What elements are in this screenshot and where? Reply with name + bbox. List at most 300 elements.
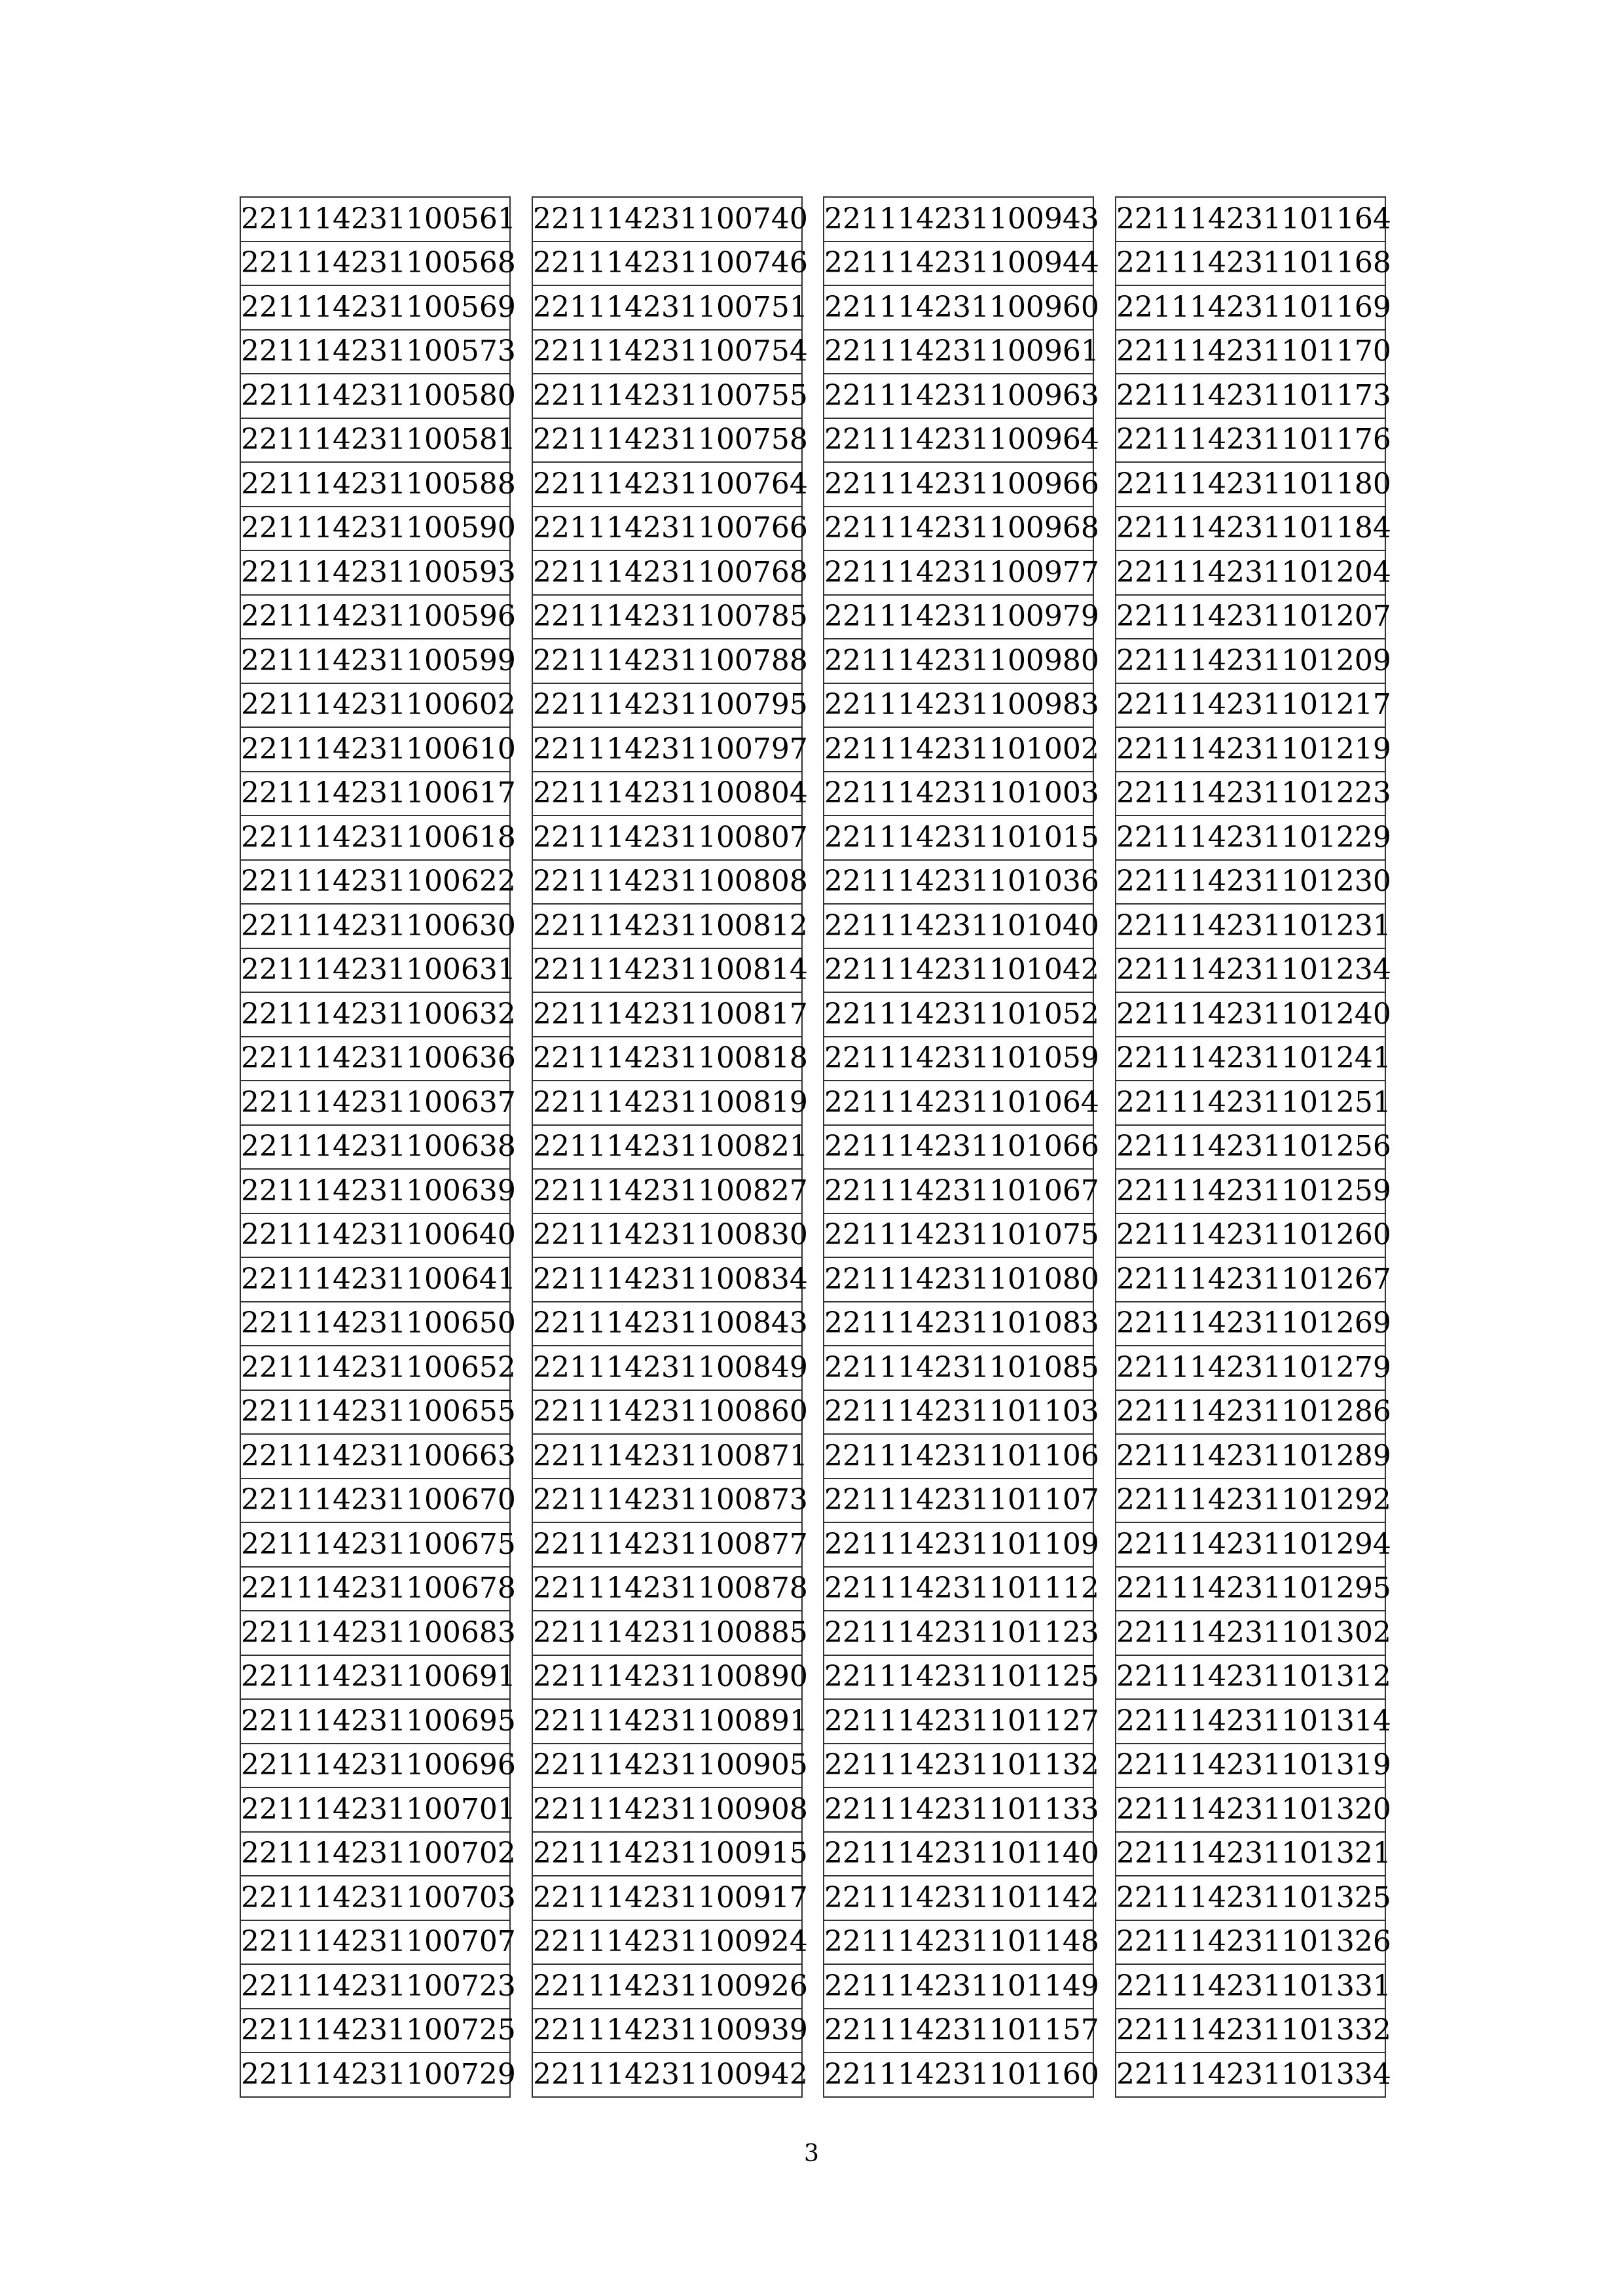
id-cell: 221114231100964: [824, 418, 1093, 463]
id-cell: 221114231100631: [240, 948, 510, 993]
id-cell: 221114231101059: [824, 1037, 1093, 1081]
id-cell: 221114231100622: [240, 860, 510, 905]
id-cell: 221114231101169: [1116, 285, 1385, 330]
id-cell: 221114231100758: [532, 418, 802, 463]
id-cell: 221114231101160: [824, 2053, 1093, 2097]
table-row: [824, 1169, 1093, 1213]
table-row: [824, 639, 1093, 683]
table-row: [532, 595, 802, 639]
table-row: [240, 1169, 510, 1213]
table-row: [824, 374, 1093, 418]
table-row: [240, 904, 510, 948]
table-row: [824, 1257, 1093, 1302]
table-row: [824, 330, 1093, 374]
id-cell: 221114231100630: [240, 904, 510, 948]
table-row: [1116, 860, 1385, 905]
table-row: [240, 1213, 510, 1258]
table-row: [240, 1390, 510, 1435]
table-row: [240, 1744, 510, 1788]
table-row: [240, 992, 510, 1037]
table-row: [240, 1567, 510, 1611]
id-cell: 221114231101334: [1116, 2053, 1385, 2097]
id-cell: 221114231101207: [1116, 595, 1385, 639]
table-row: [1116, 595, 1385, 639]
id-cell: 221114231101064: [824, 1081, 1093, 1125]
id-cell: 221114231100926: [532, 1964, 802, 2009]
table-row: [240, 639, 510, 683]
id-cell: 221114231101164: [1116, 197, 1385, 242]
id-cell: 221114231100877: [532, 1522, 802, 1567]
table-row: [824, 772, 1093, 816]
id-cell: 221114231101015: [824, 816, 1093, 860]
table-row: [532, 1920, 802, 1965]
id-cell: 221114231100812: [532, 904, 802, 948]
table-row: [824, 1302, 1093, 1346]
id-cell: 221114231100885: [532, 1611, 802, 1655]
id-cell: 221114231100703: [240, 1876, 510, 1920]
table-row: [240, 860, 510, 905]
table-row: [240, 242, 510, 286]
table-row: [532, 1964, 802, 2009]
id-cell: 221114231100639: [240, 1169, 510, 1213]
id-cell: 221114231100670: [240, 1479, 510, 1523]
table-row: [1116, 639, 1385, 683]
id-cell: 221114231100797: [532, 727, 802, 772]
id-cell: 221114231101173: [1116, 374, 1385, 418]
id-cell: 221114231100807: [532, 816, 802, 860]
id-table-column-4: [1115, 196, 1391, 2098]
table-row: [824, 1876, 1093, 1920]
id-cell: 221114231100878: [532, 1567, 802, 1611]
table-row: [240, 1964, 510, 2009]
table-row: [824, 860, 1093, 905]
id-cell: 221114231100569: [240, 285, 510, 330]
table-row: [532, 374, 802, 418]
table-row: [532, 1434, 802, 1479]
id-cell: 221114231101123: [824, 1611, 1093, 1655]
table-row: [824, 507, 1093, 551]
id-cell: 221114231100830: [532, 1213, 802, 1258]
table-row: [532, 242, 802, 286]
table-row: [1116, 772, 1385, 816]
table-row: [240, 1611, 510, 1655]
id-cell: 221114231100764: [532, 462, 802, 507]
id-cell: 221114231100751: [532, 285, 802, 330]
table-row: [240, 2053, 510, 2097]
table-row: [532, 1081, 802, 1125]
id-cell: 221114231100961: [824, 330, 1093, 374]
table-row: [824, 1346, 1093, 1390]
table-row: [532, 1787, 802, 1832]
table-row: [532, 860, 802, 905]
table-row: [1116, 1479, 1385, 1523]
table-row: [240, 1522, 510, 1567]
id-cell: 221114231101260: [1116, 1213, 1385, 1258]
table-row: [1116, 1876, 1385, 1920]
id-cell: 221114231100834: [532, 1257, 802, 1302]
id-cell: 221114231101112: [824, 1567, 1093, 1611]
table-row: [824, 1567, 1093, 1611]
id-cell: 221114231101292: [1116, 1479, 1385, 1523]
table-row: [532, 1832, 802, 1876]
table-row: [1116, 1920, 1385, 1965]
table-row: [240, 197, 510, 242]
id-cell: 221114231100746: [532, 242, 802, 286]
table-row: [824, 1125, 1093, 1170]
table-row: [1116, 2009, 1385, 2053]
table-row: [240, 1832, 510, 1876]
id-cell: 221114231100905: [532, 1744, 802, 1788]
id-cell: 221114231100573: [240, 330, 510, 374]
table-row: [240, 1434, 510, 1479]
id-cell: 221114231100568: [240, 242, 510, 286]
table-row: [532, 992, 802, 1037]
id-cell: 221114231101180: [1116, 462, 1385, 507]
table-row: [532, 1479, 802, 1523]
table-row: [532, 772, 802, 816]
id-cell: 221114231100980: [824, 639, 1093, 683]
id-cell: 221114231101168: [1116, 242, 1385, 286]
id-cell: 221114231101170: [1116, 330, 1385, 374]
id-cell: 221114231100968: [824, 507, 1093, 551]
id-cell: 221114231100788: [532, 639, 802, 683]
id-table-column-2: [532, 196, 808, 2098]
id-cell: 221114231100983: [824, 683, 1093, 728]
id-cell: 221114231100641: [240, 1257, 510, 1302]
table-row: [1116, 2053, 1385, 2097]
id-cell: 221114231101326: [1116, 1920, 1385, 1965]
id-cell: 221114231101149: [824, 1964, 1093, 2009]
id-cell: 221114231101085: [824, 1346, 1093, 1390]
table-row: [824, 1964, 1093, 2009]
table-row: [240, 1257, 510, 1302]
id-cell: 221114231101332: [1116, 2009, 1385, 2053]
table-row: [824, 816, 1093, 860]
id-cell: 221114231101219: [1116, 727, 1385, 772]
id-cell: 221114231100819: [532, 1081, 802, 1125]
table-row: [532, 1744, 802, 1788]
id-cell: 221114231101142: [824, 1876, 1093, 1920]
table-row: [1116, 330, 1385, 374]
id-cell: 221114231100873: [532, 1479, 802, 1523]
table-row: [532, 727, 802, 772]
id-cell: 221114231100702: [240, 1832, 510, 1876]
id-cell: 221114231101269: [1116, 1302, 1385, 1346]
id-cell: 221114231101289: [1116, 1434, 1385, 1479]
table-row: [532, 550, 802, 595]
table-row: [1116, 948, 1385, 993]
id-cell: 221114231101321: [1116, 1832, 1385, 1876]
id-cell: 221114231101240: [1116, 992, 1385, 1037]
id-cell: 221114231101241: [1116, 1037, 1385, 1081]
table-row: [532, 1125, 802, 1170]
table-row: [1116, 1655, 1385, 1700]
table-row: [824, 992, 1093, 1037]
id-cell: 221114231101140: [824, 1832, 1093, 1876]
table-row: [1116, 1522, 1385, 1567]
id-cell: 221114231100755: [532, 374, 802, 418]
table-row: [1116, 904, 1385, 948]
table-row: [1116, 683, 1385, 728]
table-row: [824, 1832, 1093, 1876]
id-cell: 221114231101103: [824, 1390, 1093, 1435]
id-cell: 221114231101209: [1116, 639, 1385, 683]
table-row: [1116, 1699, 1385, 1744]
id-cell: 221114231100891: [532, 1699, 802, 1744]
id-cell: 221114231100610: [240, 727, 510, 772]
id-cell: 221114231100943: [824, 197, 1093, 242]
id-cell: 221114231101109: [824, 1522, 1093, 1567]
table-row: [532, 904, 802, 948]
table-row: [824, 1390, 1093, 1435]
id-cell: 221114231100942: [532, 2053, 802, 2097]
id-cell: 221114231100860: [532, 1390, 802, 1435]
id-cell: 221114231101184: [1116, 507, 1385, 551]
id-cell: 221114231100818: [532, 1037, 802, 1081]
id-cell: 221114231100924: [532, 1920, 802, 1965]
id-cell: 221114231100691: [240, 1655, 510, 1700]
id-cell: 221114231101319: [1116, 1744, 1385, 1788]
id-cell: 221114231100695: [240, 1699, 510, 1744]
id-cell: 221114231101066: [824, 1125, 1093, 1170]
table-row: [1116, 1434, 1385, 1479]
table-row: [240, 1920, 510, 1965]
table-row: [532, 1037, 802, 1081]
table-row: [240, 1125, 510, 1170]
table-row: [1116, 285, 1385, 330]
id-cell: 221114231101075: [824, 1213, 1093, 1258]
table-row: [1116, 1390, 1385, 1435]
id-cell: 221114231100890: [532, 1655, 802, 1700]
id-cell: 221114231101133: [824, 1787, 1093, 1832]
table-row: [1116, 1744, 1385, 1788]
id-cell: 221114231100723: [240, 1964, 510, 2009]
id-cell: 221114231100814: [532, 948, 802, 993]
id-cell: 221114231101107: [824, 1479, 1093, 1523]
table-row: [824, 462, 1093, 507]
table-row: [1116, 197, 1385, 242]
table-row: [240, 550, 510, 595]
id-cell: 221114231100766: [532, 507, 802, 551]
table-row: [532, 1522, 802, 1567]
table-row: [532, 1302, 802, 1346]
table-row: [532, 1567, 802, 1611]
table-row: [532, 1611, 802, 1655]
table-row: [1116, 992, 1385, 1037]
table-row: [824, 904, 1093, 948]
table-row: [1116, 1832, 1385, 1876]
id-cell: 221114231100636: [240, 1037, 510, 1081]
table-row: [824, 285, 1093, 330]
id-cell: 221114231101003: [824, 772, 1093, 816]
table-row: [824, 550, 1093, 595]
table-row: [1116, 1213, 1385, 1258]
table-row: [240, 507, 510, 551]
id-cell: 221114231101279: [1116, 1346, 1385, 1390]
id-cell: 221114231100963: [824, 374, 1093, 418]
id-cell: 221114231101002: [824, 727, 1093, 772]
table-row: [240, 285, 510, 330]
table-row: [240, 374, 510, 418]
id-cell: 221114231100740: [532, 197, 802, 242]
id-cell: 221114231101223: [1116, 772, 1385, 816]
table-row: [532, 1169, 802, 1213]
id-cell: 221114231100944: [824, 242, 1093, 286]
table-row: [532, 1876, 802, 1920]
id-table-column-3: [823, 196, 1099, 2098]
id-cell: 221114231101325: [1116, 1876, 1385, 1920]
table-row: [240, 1655, 510, 1700]
id-cell: 221114231101295: [1116, 1567, 1385, 1611]
id-cell: 221114231100655: [240, 1390, 510, 1435]
id-table-column-1: [240, 196, 516, 2098]
id-cell: 221114231101080: [824, 1257, 1093, 1302]
table-row: [1116, 1169, 1385, 1213]
id-cell: 221114231101067: [824, 1169, 1093, 1213]
id-cell: 221114231101176: [1116, 418, 1385, 463]
table-row: [1116, 418, 1385, 463]
id-cell: 221114231100640: [240, 1213, 510, 1258]
table-row: [824, 2009, 1093, 2053]
id-cell: 221114231100871: [532, 1434, 802, 1479]
page-number: 3: [804, 2140, 819, 2167]
id-cell: 221114231100966: [824, 462, 1093, 507]
id-cell: 221114231100602: [240, 683, 510, 728]
id-cell: 221114231100683: [240, 1611, 510, 1655]
id-cell: 221114231101127: [824, 1699, 1093, 1744]
table-row: [824, 1744, 1093, 1788]
table-row: [532, 418, 802, 463]
id-cell: 221114231101294: [1116, 1522, 1385, 1567]
id-cell: 221114231101040: [824, 904, 1093, 948]
id-cell: 221114231100915: [532, 1832, 802, 1876]
table-row: [1116, 727, 1385, 772]
table-row: [532, 2009, 802, 2053]
id-cell: 221114231101106: [824, 1434, 1093, 1479]
table-row: [532, 1257, 802, 1302]
table-row: [240, 816, 510, 860]
id-cell: 221114231101267: [1116, 1257, 1385, 1302]
table-row: [532, 1346, 802, 1390]
id-cell: 221114231101302: [1116, 1611, 1385, 1655]
table-row: [1116, 816, 1385, 860]
id-cell: 221114231100804: [532, 772, 802, 816]
table-row: [240, 683, 510, 728]
id-cell: 221114231100908: [532, 1787, 802, 1832]
table-row: [824, 242, 1093, 286]
table-row: [532, 816, 802, 860]
id-cell: 221114231100599: [240, 639, 510, 683]
table-row: [240, 1699, 510, 1744]
id-cell: 221114231100618: [240, 816, 510, 860]
id-cell: 221114231100675: [240, 1522, 510, 1567]
table-row: [1116, 462, 1385, 507]
table-row: [824, 595, 1093, 639]
id-cell: 221114231101229: [1116, 816, 1385, 860]
table-row: [240, 727, 510, 772]
id-cell: 221114231101148: [824, 1920, 1093, 1965]
table-row: [824, 1434, 1093, 1479]
id-cell: 221114231100808: [532, 860, 802, 905]
table-row: [824, 1213, 1093, 1258]
table-row: [240, 418, 510, 463]
id-cell: 221114231100939: [532, 2009, 802, 2053]
id-cell: 221114231100596: [240, 595, 510, 639]
table-row: [532, 197, 802, 242]
id-cell: 221114231101204: [1116, 550, 1385, 595]
id-cell: 221114231100977: [824, 550, 1093, 595]
table-row: [1116, 1787, 1385, 1832]
table-row: [532, 330, 802, 374]
id-cell: 221114231100827: [532, 1169, 802, 1213]
table-row: [532, 507, 802, 551]
id-cell: 221114231100580: [240, 374, 510, 418]
table-row: [824, 1522, 1093, 1567]
id-cell: 221114231100729: [240, 2053, 510, 2097]
table-row: [240, 2009, 510, 2053]
table-row: [240, 462, 510, 507]
table-row: [240, 1302, 510, 1346]
table-row: [1116, 1081, 1385, 1125]
table-row: [1116, 1037, 1385, 1081]
id-cell: 221114231101231: [1116, 904, 1385, 948]
id-cell: 221114231100917: [532, 1876, 802, 1920]
id-cell: 221114231100632: [240, 992, 510, 1037]
table-row: [240, 330, 510, 374]
id-cell: 221114231101042: [824, 948, 1093, 993]
table-row: [1116, 507, 1385, 551]
id-cell: 221114231100843: [532, 1302, 802, 1346]
id-cell: 221114231100637: [240, 1081, 510, 1125]
id-cell: 221114231100561: [240, 197, 510, 242]
id-cell: 221114231100795: [532, 683, 802, 728]
id-cell: 221114231101314: [1116, 1699, 1385, 1744]
table-row: [532, 285, 802, 330]
table-row: [532, 1390, 802, 1435]
id-cell: 221114231100650: [240, 1302, 510, 1346]
id-cell: 221114231101230: [1116, 860, 1385, 905]
table-row: [240, 595, 510, 639]
table-row: [240, 1787, 510, 1832]
id-cell: 221114231101320: [1116, 1787, 1385, 1832]
table-row: [532, 1699, 802, 1744]
id-cell: 221114231101286: [1116, 1390, 1385, 1435]
id-cell: 221114231100725: [240, 2009, 510, 2053]
id-cell: 221114231100663: [240, 1434, 510, 1479]
table-row: [824, 197, 1093, 242]
id-cell: 221114231100817: [532, 992, 802, 1037]
id-cell: 221114231101157: [824, 2009, 1093, 2053]
table-row: [532, 639, 802, 683]
table-row: [1116, 1125, 1385, 1170]
table-row: [532, 683, 802, 728]
id-cell: 221114231100785: [532, 595, 802, 639]
id-cell: 221114231101259: [1116, 1169, 1385, 1213]
table-row: [824, 418, 1093, 463]
table-row: [532, 462, 802, 507]
id-cell: 221114231101125: [824, 1655, 1093, 1700]
table-row: [824, 1611, 1093, 1655]
table-row: [240, 772, 510, 816]
id-cell: 221114231101251: [1116, 1081, 1385, 1125]
id-cell: 221114231100979: [824, 595, 1093, 639]
id-cell: 221114231100581: [240, 418, 510, 463]
id-cell: 221114231101234: [1116, 948, 1385, 993]
table-row: [1116, 1567, 1385, 1611]
table-row: [1116, 1346, 1385, 1390]
table-row: [824, 2053, 1093, 2097]
table-row: [824, 1479, 1093, 1523]
